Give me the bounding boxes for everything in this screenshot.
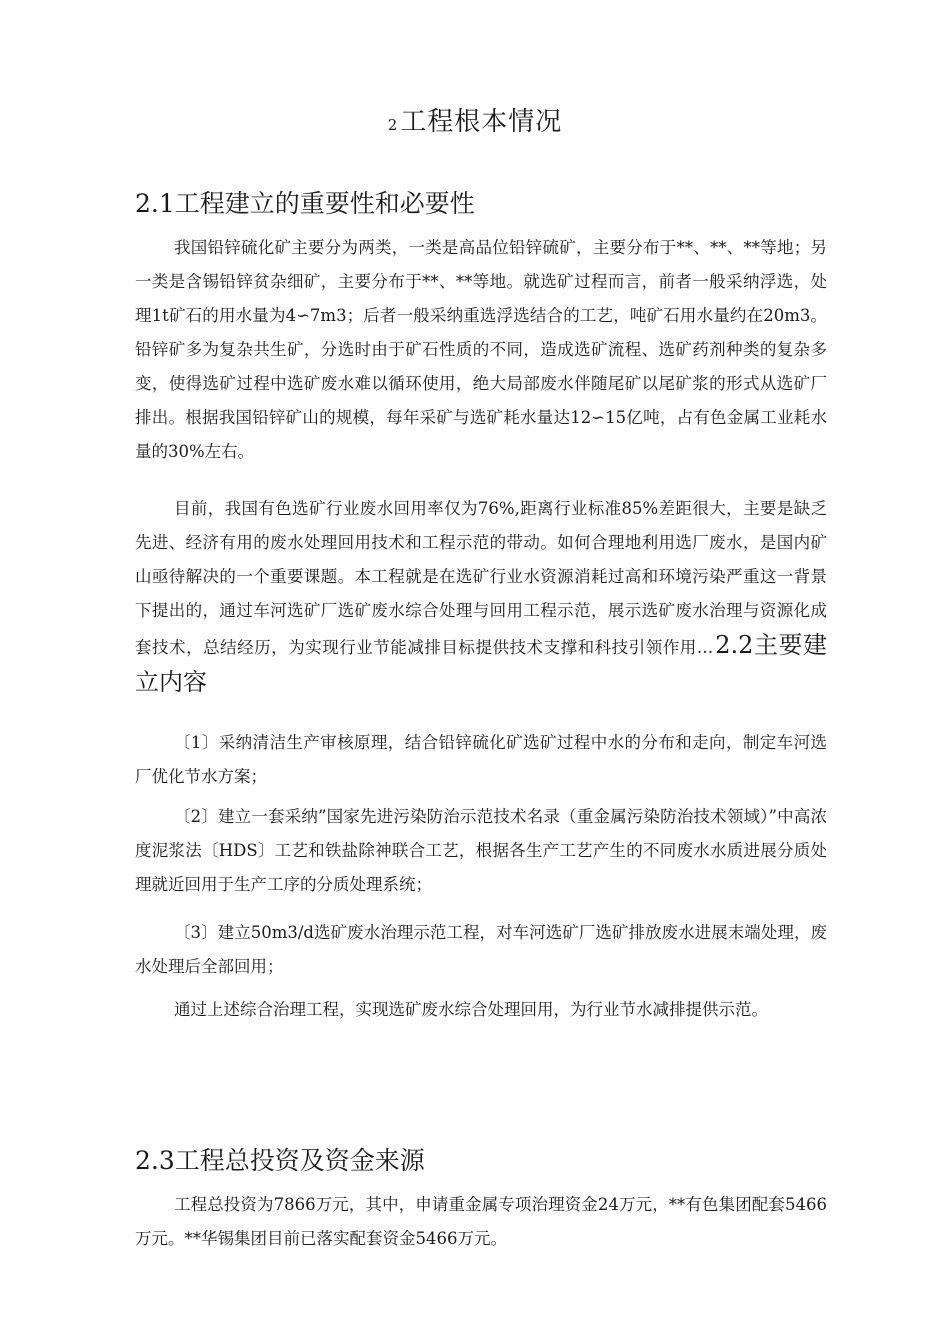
paragraph-2-1-2-text: 目前，我国有色选矿行业废水回用率仅为76%,距离行业标准85%差距很大，主要是缺乏先进、经济有用的废水处理回用技术和工程示范的带动。如何合理地利用选厂废水，是国内矿山亟待解决的一个重要课题。本工程就是在选矿行业水资源消耗过高和环境污染严重这一背景下提出的，通过车河选矿厂选矿废水综合处理与回用工程示范，展示选矿废水治理与资源化成套技术，总结经历，为实现行业节能减排目标提供技术支撑和科技引领作用… (135, 499, 827, 657)
chapter-number: 2 (387, 116, 399, 134)
list-item-3: 〔3〕建立50m3/d选矿废水治理示范工程，对车河选矿厂选矿排放废水进展末端处理，废水处理后全部回用； (135, 923, 827, 976)
section-heading-2-1: 2.1工程建立的重要性和必要性 (135, 189, 475, 218)
list-item-summary: 通过上述综合治理工程，实现选矿废水综合处理回用，为行业节水减排提供示范。 (174, 1000, 768, 1019)
chapter-title-text: 工程根本情况 (400, 107, 563, 137)
list-item-2: 〔2〕建立一套采纳”国家先进污染防治示范技术名录（重金属污染防治技术领域）”中高浓度泥浆法〔HDS〕工艺和铁盐除神联合工艺，根据各生产工艺产生的不同废水水质进展分质处理就近回用于生产工序的分质处理系统； (135, 807, 827, 894)
paragraph-2-3-1: 工程总投资为7866万元，其中，申请重金属专项治理资金24万元，**有色集团配套5466万元。**华锡集团目前已落实配套资金5466万元。 (135, 1195, 827, 1248)
list-item-1: 〔1〕采纳清洁生产审核原理，结合铅锌硫化矿选矿过程中水的分布和走向，制定车河选厂优化节水方案； (135, 733, 827, 786)
chapter-title (0, 104, 950, 143)
section-heading-2-2: 2.2主要建立内容 (135, 631, 828, 696)
section-heading-2-3: 2.3工程总投资及资金来源 (135, 1146, 425, 1175)
paragraph-2-1-2 (135, 492, 827, 702)
paragraph-2-1-1: 我国铅锌硫化矿主要分为两类，一类是高品位铅锌硫矿，主要分布于**、**、**等地；另一类是含锡铅锌贫杂细矿，主要分布于**、**等地。就选矿过程而言，前者一般采纳浮选，处理1t矿石的用水量为4∽7m3；后者一般采纳重选浮选结合的工艺，吨矿石用水量约在20m3。铅锌矿多为复杂共生矿，分选时由于矿石性质的不同，造成选矿流程、选矿药剂种类的复杂多变，使得选矿过程中选矿废水难以循环使用，绝大局部废水伴随尾矿以尾矿浆的形式从选矿厂排出。根据我国铅锌矿山的规模，每年采矿与选矿耗水量达12∽15亿吨，占有色金属工业耗水量的30%左右。 (135, 238, 827, 461)
